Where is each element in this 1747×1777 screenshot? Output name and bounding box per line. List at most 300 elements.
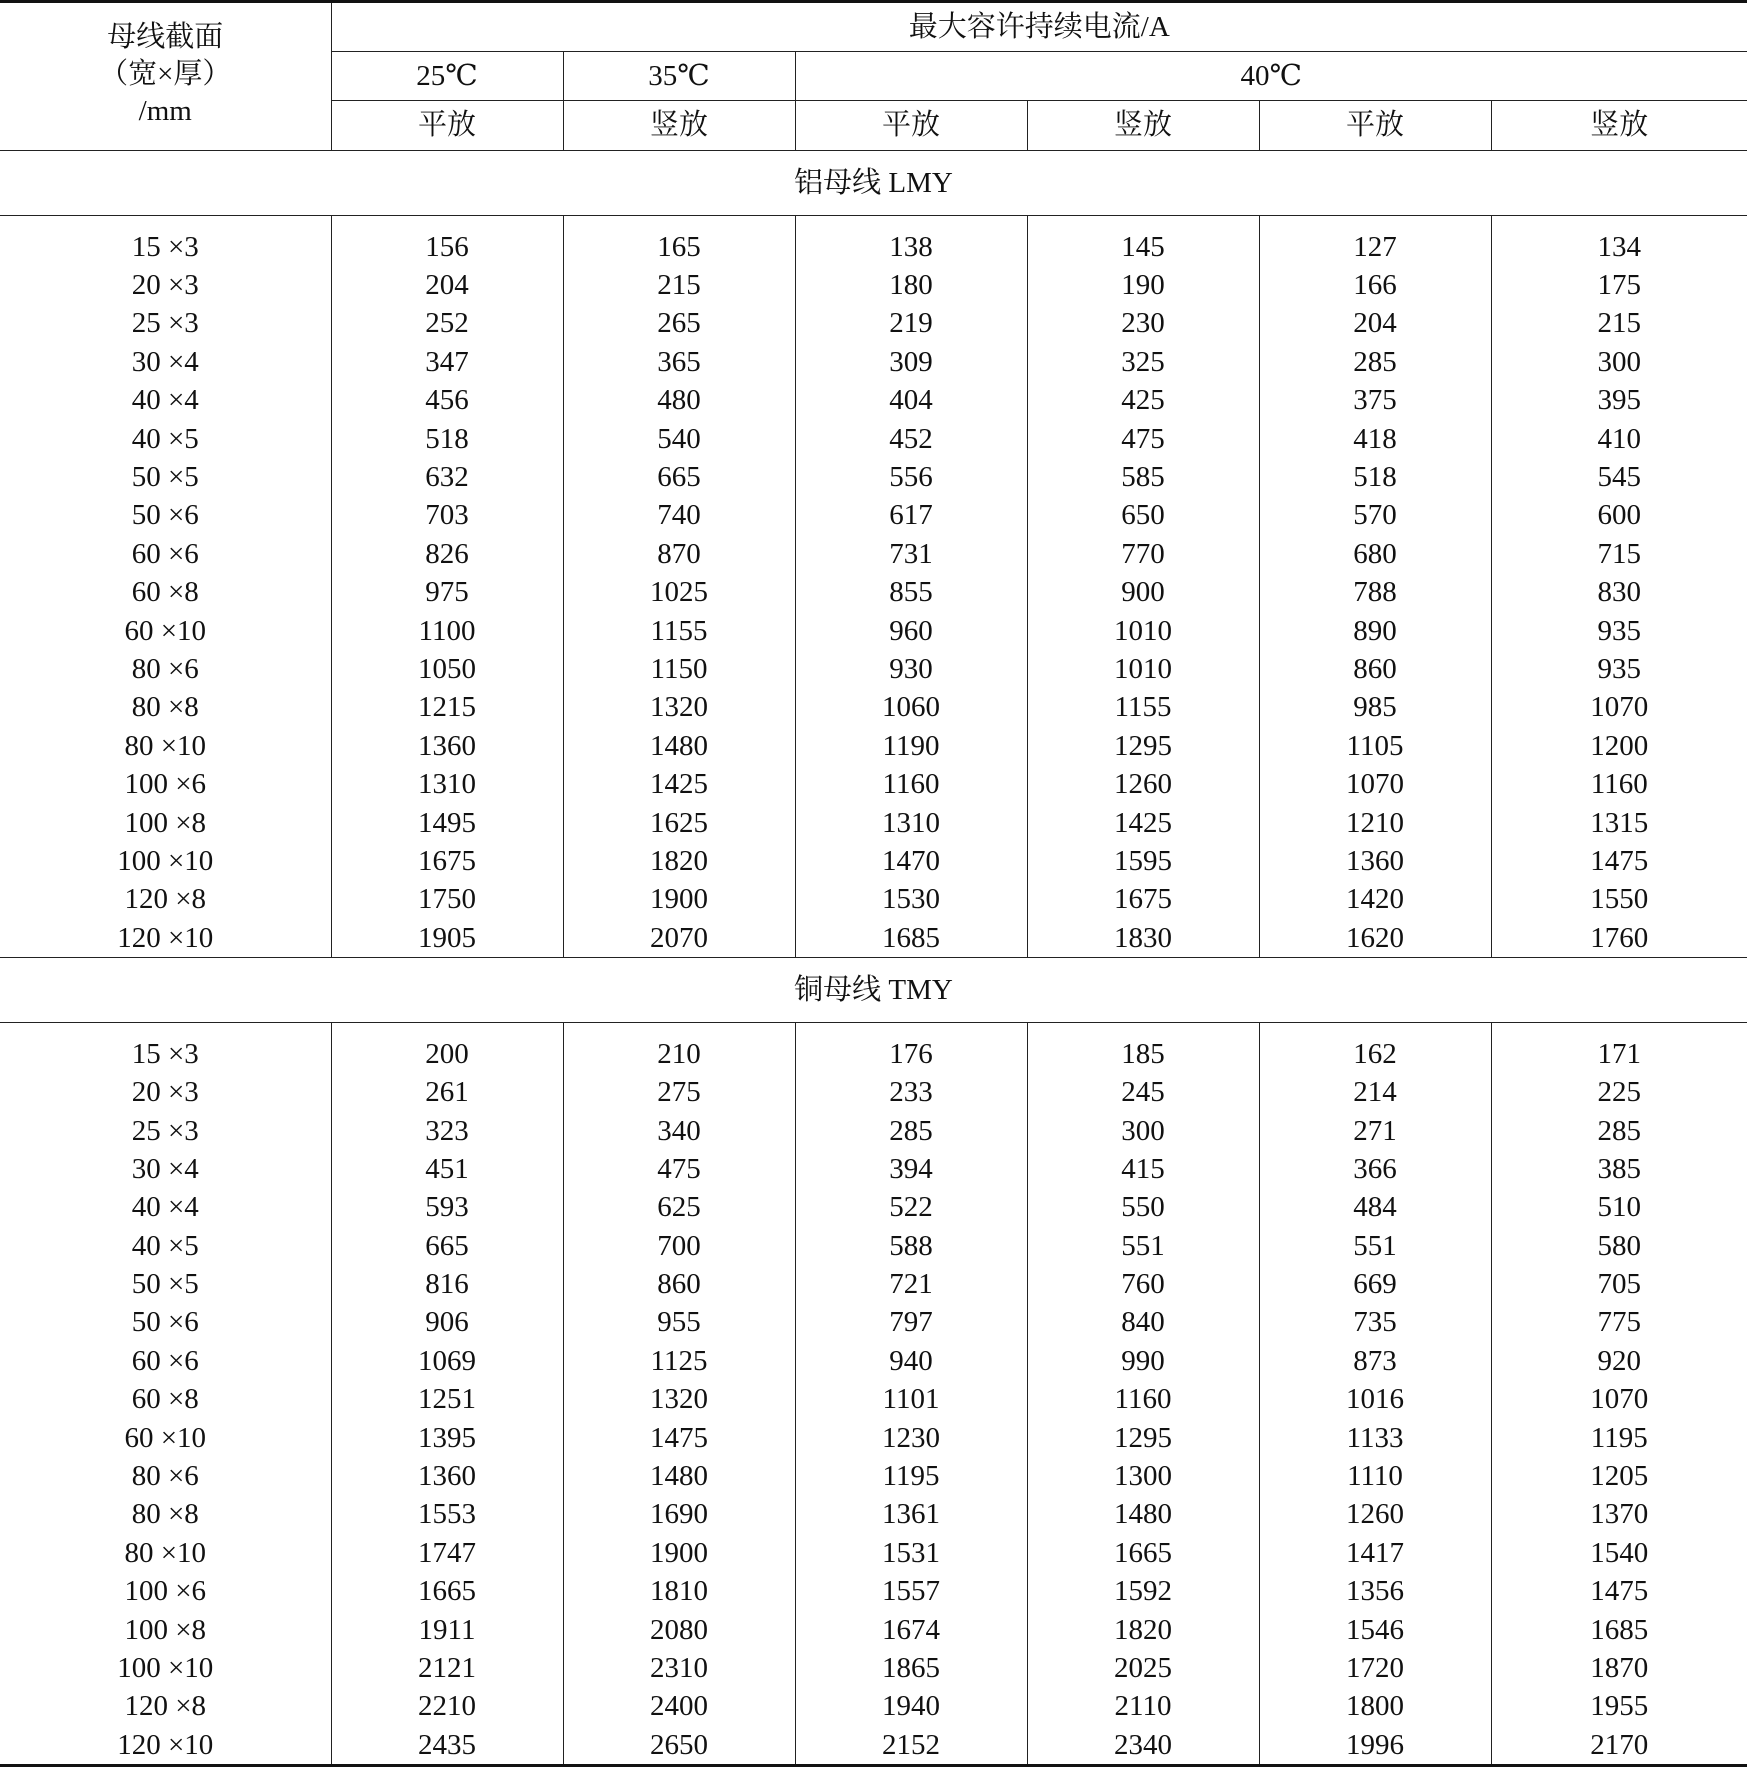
current-value-cell: 1155	[563, 612, 795, 650]
size-cell: 20 ×3	[131, 1076, 199, 1109]
group-header-cell: 最大容许持续电流/A	[331, 2, 1747, 52]
current-value-cell: 245	[1027, 1073, 1259, 1111]
current-value-cell: 735	[1259, 1304, 1491, 1342]
current-value-cell: 518	[331, 420, 563, 458]
table-row	[0, 1726, 1747, 1766]
current-value-cell: 632	[331, 458, 563, 496]
current-value-cell: 770	[1027, 535, 1259, 573]
current-value-cell: 285	[1259, 343, 1491, 381]
current-value-cell: 665	[331, 1227, 563, 1265]
current-value-cell: 484	[1259, 1189, 1491, 1227]
current-value-cell: 580	[1491, 1227, 1747, 1265]
current-value-cell: 1475	[1491, 1573, 1747, 1611]
current-value-cell: 2070	[563, 919, 795, 958]
orientation-header: 竖放	[563, 101, 795, 151]
table-row	[0, 1381, 1747, 1419]
spacer-cell	[331, 1023, 563, 1036]
table-row	[0, 1342, 1747, 1380]
current-value-cell: 1230	[795, 1419, 1027, 1457]
current-value-cell: 1200	[1491, 727, 1747, 765]
table-row	[0, 1227, 1747, 1265]
size-cell: 100 ×6	[124, 768, 207, 801]
orientation-header: 平放	[795, 101, 1027, 151]
table-row	[0, 1457, 1747, 1495]
table-row	[0, 1688, 1747, 1726]
current-value-cell: 410	[1491, 420, 1747, 458]
current-value-cell: 1195	[1491, 1419, 1747, 1457]
current-value-cell: 830	[1491, 574, 1747, 612]
current-value-cell: 252	[331, 305, 563, 343]
current-value-cell: 300	[1491, 343, 1747, 381]
size-cell: 30 ×4	[131, 345, 199, 378]
current-value-cell: 366	[1259, 1150, 1491, 1188]
table-row	[0, 612, 1747, 650]
current-value-cell: 451	[331, 1150, 563, 1188]
current-value-cell: 2152	[795, 1726, 1027, 1766]
orientation-header: 竖放	[1027, 101, 1259, 151]
table-row	[0, 727, 1747, 765]
current-value-cell: 1810	[563, 1573, 795, 1611]
current-value-cell: 452	[795, 420, 1027, 458]
current-value-cell: 219	[795, 305, 1027, 343]
current-value-cell: 190	[1027, 266, 1259, 304]
current-value-cell: 300	[1027, 1112, 1259, 1150]
current-value-cell: 418	[1259, 420, 1491, 458]
spacer-cell	[1027, 216, 1259, 229]
current-value-cell: 1025	[563, 574, 795, 612]
size-cell: 60 ×8	[131, 1383, 199, 1416]
current-value-cell: 1480	[1027, 1496, 1259, 1534]
current-value-cell: 740	[563, 497, 795, 535]
current-value-cell: 1060	[795, 689, 1027, 727]
current-value-cell: 1150	[563, 650, 795, 688]
current-value-cell: 165	[563, 228, 795, 266]
current-value-cell: 347	[331, 343, 563, 381]
current-value-cell: 233	[795, 1073, 1027, 1111]
section-title-row	[0, 151, 1747, 216]
current-value-cell: 475	[1027, 420, 1259, 458]
size-cell: 60 ×6	[131, 537, 199, 570]
current-value-cell: 1320	[563, 1381, 795, 1419]
current-value-cell: 593	[331, 1189, 563, 1227]
current-value-cell: 1675	[331, 842, 563, 880]
current-value-cell: 1133	[1259, 1419, 1491, 1457]
current-value-cell: 2121	[331, 1649, 563, 1687]
table-row	[0, 343, 1747, 381]
table-row	[0, 305, 1747, 343]
current-value-cell: 703	[331, 497, 563, 535]
size-cell: 100 ×10	[117, 844, 214, 877]
size-cell: 120 ×8	[124, 1690, 207, 1723]
current-value-cell: 1360	[1259, 842, 1491, 880]
current-value-cell: 1295	[1027, 727, 1259, 765]
size-cell: 25 ×3	[131, 1114, 199, 1147]
size-cell: 60 ×6	[131, 1344, 199, 1377]
table-row	[0, 497, 1747, 535]
current-value-cell: 1557	[795, 1573, 1027, 1611]
current-value-cell: 225	[1491, 1073, 1747, 1111]
row-header-cell	[0, 2, 331, 151]
current-value-cell: 715	[1491, 535, 1747, 573]
current-value-cell: 1480	[563, 727, 795, 765]
current-value-cell: 1370	[1491, 1496, 1747, 1534]
section-spacer	[0, 216, 1747, 229]
current-value-cell: 2110	[1027, 1688, 1259, 1726]
table-row	[0, 458, 1747, 496]
current-value-cell: 1101	[795, 1381, 1027, 1419]
current-value-cell: 2210	[331, 1688, 563, 1726]
current-value-cell: 1310	[795, 804, 1027, 842]
current-value-cell: 215	[1491, 305, 1747, 343]
current-value-cell: 731	[795, 535, 1027, 573]
table-row	[0, 1611, 1747, 1649]
size-cell: 15 ×3	[131, 1037, 199, 1070]
current-value-cell: 204	[1259, 305, 1491, 343]
size-cell: 25 ×3	[131, 307, 199, 340]
current-value-cell: 518	[1259, 458, 1491, 496]
current-value-cell: 1996	[1259, 1726, 1491, 1766]
current-value-cell: 1155	[1027, 689, 1259, 727]
current-value-cell: 2170	[1491, 1726, 1747, 1766]
current-value-cell: 1480	[563, 1457, 795, 1495]
current-value-cell: 175	[1491, 266, 1747, 304]
current-value-cell: 1592	[1027, 1573, 1259, 1611]
spacer-cell	[795, 216, 1027, 229]
current-value-cell: 550	[1027, 1189, 1259, 1227]
table-row	[0, 535, 1747, 573]
size-cell: 50 ×5	[131, 1268, 199, 1301]
current-value-cell: 775	[1491, 1304, 1747, 1342]
current-value-cell: 588	[795, 1227, 1027, 1265]
current-value-cell: 1905	[331, 919, 563, 958]
current-value-cell: 1160	[1491, 765, 1747, 803]
current-value-cell: 285	[1491, 1112, 1747, 1150]
current-value-cell: 600	[1491, 497, 1747, 535]
current-value-cell: 166	[1259, 266, 1491, 304]
current-value-cell: 162	[1259, 1035, 1491, 1073]
current-value-cell: 1260	[1259, 1496, 1491, 1534]
current-value-cell: 551	[1027, 1227, 1259, 1265]
size-cell: 120 ×10	[117, 921, 214, 954]
size-cell: 80 ×10	[124, 729, 207, 762]
current-value-cell: 1531	[795, 1534, 1027, 1572]
current-value-cell: 935	[1491, 650, 1747, 688]
current-value-cell: 1665	[1027, 1534, 1259, 1572]
current-value-cell: 1475	[563, 1419, 795, 1457]
spacer-cell	[1491, 1023, 1747, 1036]
table-row	[0, 382, 1747, 420]
current-value-cell: 1395	[331, 1419, 563, 1457]
size-cell: 100 ×6	[124, 1575, 207, 1608]
current-value-cell: 1251	[331, 1381, 563, 1419]
section-title: 铜母线 TMY	[0, 958, 1747, 1023]
current-value-cell: 935	[1491, 612, 1747, 650]
current-value-cell: 906	[331, 1304, 563, 1342]
size-cell: 100 ×8	[124, 1613, 207, 1646]
current-value-cell: 570	[1259, 497, 1491, 535]
current-value-cell: 522	[795, 1189, 1027, 1227]
table-row	[0, 1035, 1747, 1073]
spacer-cell	[1259, 1023, 1491, 1036]
current-value-cell: 1295	[1027, 1419, 1259, 1457]
current-value-cell: 2435	[331, 1726, 563, 1766]
current-value-cell: 1546	[1259, 1611, 1491, 1649]
current-value-cell: 214	[1259, 1073, 1491, 1111]
current-value-cell: 480	[563, 382, 795, 420]
table-row	[0, 765, 1747, 803]
current-value-cell: 855	[795, 574, 1027, 612]
size-cell: 50 ×5	[131, 461, 199, 494]
size-cell: 40 ×4	[131, 1191, 199, 1224]
orientation-header: 平放	[1259, 101, 1491, 151]
current-value-cell: 960	[795, 612, 1027, 650]
current-value-cell: 1420	[1259, 881, 1491, 919]
size-cell: 80 ×6	[131, 652, 199, 685]
current-value-cell: 2340	[1027, 1726, 1259, 1766]
current-value-cell: 275	[563, 1073, 795, 1111]
size-cell: 40 ×4	[131, 384, 199, 417]
current-value-cell: 1820	[563, 842, 795, 880]
current-value-cell: 1625	[563, 804, 795, 842]
row-header-line: （宽×厚）	[99, 58, 232, 90]
table-row	[0, 689, 1747, 727]
spacer-cell	[1491, 216, 1747, 229]
current-value-cell: 1665	[331, 1573, 563, 1611]
current-value-cell: 1530	[795, 881, 1027, 919]
current-value-cell: 1475	[1491, 842, 1747, 880]
current-value-cell: 1361	[795, 1496, 1027, 1534]
current-value-cell: 975	[331, 574, 563, 612]
table-row	[0, 1534, 1747, 1572]
table-row	[0, 650, 1747, 688]
current-value-cell: 1315	[1491, 804, 1747, 842]
current-value-cell: 171	[1491, 1035, 1747, 1073]
current-value-cell: 1800	[1259, 1688, 1491, 1726]
spacer-cell	[563, 216, 795, 229]
current-value-cell: 873	[1259, 1342, 1491, 1380]
current-value-cell: 185	[1027, 1035, 1259, 1073]
current-value-cell: 2650	[563, 1726, 795, 1766]
current-value-cell: 127	[1259, 228, 1491, 266]
current-value-cell: 1100	[331, 612, 563, 650]
spacer-cell	[0, 1023, 331, 1036]
table-row	[0, 574, 1747, 612]
size-cell: 60 ×8	[131, 576, 199, 609]
current-value-cell: 1260	[1027, 765, 1259, 803]
current-value-cell: 1417	[1259, 1534, 1491, 1572]
current-value-cell: 325	[1027, 343, 1259, 381]
current-value-cell: 230	[1027, 305, 1259, 343]
current-value-cell: 176	[795, 1035, 1027, 1073]
table-row	[0, 842, 1747, 880]
orientation-header: 竖放	[1491, 101, 1747, 151]
current-value-cell: 309	[795, 343, 1027, 381]
current-value-cell: 1360	[331, 1457, 563, 1495]
size-cell: 80 ×6	[131, 1460, 199, 1493]
current-value-cell: 1010	[1027, 612, 1259, 650]
header-row-1	[0, 2, 1747, 52]
size-cell: 60 ×10	[124, 614, 207, 647]
spacer-cell	[1027, 1023, 1259, 1036]
current-value-cell: 551	[1259, 1227, 1491, 1265]
spacer-cell	[0, 216, 331, 229]
current-value-cell: 1360	[331, 727, 563, 765]
current-value-cell: 860	[563, 1265, 795, 1303]
temperature-header: 35℃	[563, 52, 795, 101]
current-value-cell: 394	[795, 1150, 1027, 1188]
current-value-cell: 1495	[331, 804, 563, 842]
table-row	[0, 228, 1747, 266]
current-value-cell: 1553	[331, 1496, 563, 1534]
current-value-cell: 404	[795, 382, 1027, 420]
current-value-cell: 375	[1259, 382, 1491, 420]
section-title-row	[0, 958, 1747, 1023]
table-row	[0, 1304, 1747, 1342]
current-value-cell: 475	[563, 1150, 795, 1188]
size-cell: 120 ×8	[124, 883, 207, 916]
current-value-cell: 680	[1259, 535, 1491, 573]
current-value-cell: 134	[1491, 228, 1747, 266]
current-value-cell: 1190	[795, 727, 1027, 765]
current-value-cell: 1425	[563, 765, 795, 803]
current-value-cell: 1540	[1491, 1534, 1747, 1572]
temperature-header: 40℃	[795, 52, 1747, 101]
current-value-cell: 340	[563, 1112, 795, 1150]
spacer-cell	[331, 216, 563, 229]
current-value-cell: 1070	[1259, 765, 1491, 803]
current-value-cell: 425	[1027, 382, 1259, 420]
current-value-cell: 1674	[795, 1611, 1027, 1649]
current-value-cell: 1205	[1491, 1457, 1747, 1495]
current-value-cell: 271	[1259, 1112, 1491, 1150]
current-value-cell: 1300	[1027, 1457, 1259, 1495]
current-value-cell: 1720	[1259, 1649, 1491, 1687]
current-value-cell: 826	[331, 535, 563, 573]
current-value-cell: 1010	[1027, 650, 1259, 688]
current-value-cell: 990	[1027, 1342, 1259, 1380]
current-value-cell: 1900	[563, 1534, 795, 1572]
current-value-cell: 1900	[563, 881, 795, 919]
size-cell: 80 ×10	[124, 1536, 207, 1569]
current-value-cell: 1016	[1259, 1381, 1491, 1419]
current-value-cell: 1069	[331, 1342, 563, 1380]
current-value-cell: 1750	[331, 881, 563, 919]
current-value-cell: 985	[1259, 689, 1491, 727]
size-cell: 20 ×3	[131, 269, 199, 302]
current-value-cell: 415	[1027, 1150, 1259, 1188]
current-value-cell: 625	[563, 1189, 795, 1227]
current-value-cell: 180	[795, 266, 1027, 304]
current-value-cell: 705	[1491, 1265, 1747, 1303]
size-cell: 100 ×8	[124, 806, 207, 839]
current-value-cell: 650	[1027, 497, 1259, 535]
current-value-cell: 365	[563, 343, 795, 381]
current-value-cell: 1470	[795, 842, 1027, 880]
current-value-cell: 540	[563, 420, 795, 458]
table-row	[0, 1073, 1747, 1111]
table-row	[0, 1496, 1747, 1534]
current-value-cell: 2025	[1027, 1649, 1259, 1687]
current-value-cell: 1820	[1027, 1611, 1259, 1649]
table-row	[0, 266, 1747, 304]
table-row	[0, 1649, 1747, 1687]
size-cell: 80 ×8	[131, 691, 199, 724]
current-value-cell: 760	[1027, 1265, 1259, 1303]
size-cell: 50 ×6	[131, 499, 199, 532]
current-value-cell: 788	[1259, 574, 1491, 612]
current-value-cell: 1320	[563, 689, 795, 727]
temperature-header: 25℃	[331, 52, 563, 101]
current-value-cell: 1070	[1491, 1381, 1747, 1419]
table-row	[0, 881, 1747, 919]
section-spacer	[0, 1023, 1747, 1036]
current-value-cell: 1747	[331, 1534, 563, 1572]
current-value-cell: 669	[1259, 1265, 1491, 1303]
current-value-cell: 395	[1491, 382, 1747, 420]
current-value-cell: 145	[1027, 228, 1259, 266]
table-row	[0, 1189, 1747, 1227]
current-value-cell: 1685	[795, 919, 1027, 958]
size-cell: 50 ×6	[131, 1306, 199, 1339]
current-value-cell: 940	[795, 1342, 1027, 1380]
current-value-cell: 204	[331, 266, 563, 304]
size-cell: 60 ×10	[124, 1421, 207, 1454]
current-value-cell: 1356	[1259, 1573, 1491, 1611]
current-value-cell: 2080	[563, 1611, 795, 1649]
row-header-line: /mm	[138, 95, 192, 127]
current-value-cell: 1690	[563, 1496, 795, 1534]
current-value-cell: 323	[331, 1112, 563, 1150]
current-value-cell: 1595	[1027, 842, 1259, 880]
spacer-cell	[563, 1023, 795, 1036]
current-value-cell: 1210	[1259, 804, 1491, 842]
current-value-cell: 617	[795, 497, 1027, 535]
current-value-cell: 1760	[1491, 919, 1747, 958]
current-value-cell: 900	[1027, 574, 1259, 612]
table-row	[0, 1573, 1747, 1611]
table-row	[0, 1112, 1747, 1150]
section-title: 铝母线 LMY	[0, 151, 1747, 216]
table-row	[0, 1150, 1747, 1188]
current-value-cell: 2400	[563, 1688, 795, 1726]
current-value-cell: 556	[795, 458, 1027, 496]
current-value-cell: 1160	[795, 765, 1027, 803]
size-cell: 80 ×8	[131, 1498, 199, 1531]
current-value-cell: 385	[1491, 1150, 1747, 1188]
current-value-cell: 1425	[1027, 804, 1259, 842]
current-value-cell: 1105	[1259, 727, 1491, 765]
current-value-cell: 285	[795, 1112, 1027, 1150]
current-value-cell: 797	[795, 1304, 1027, 1342]
row-header-line: 母线截面	[107, 21, 224, 53]
current-value-cell: 1050	[331, 650, 563, 688]
size-cell: 100 ×10	[117, 1651, 214, 1684]
current-value-cell: 1125	[563, 1342, 795, 1380]
current-value-cell: 1685	[1491, 1611, 1747, 1649]
current-value-cell: 138	[795, 228, 1027, 266]
orientation-header: 平放	[331, 101, 563, 151]
current-value-cell: 585	[1027, 458, 1259, 496]
current-value-cell: 1955	[1491, 1688, 1747, 1726]
current-value-cell: 665	[563, 458, 795, 496]
current-value-cell: 1195	[795, 1457, 1027, 1495]
current-value-cell: 870	[563, 535, 795, 573]
current-value-cell: 210	[563, 1035, 795, 1073]
table-row	[0, 1419, 1747, 1457]
current-value-cell: 1870	[1491, 1649, 1747, 1687]
size-cell: 15 ×3	[131, 230, 199, 263]
current-value-cell: 721	[795, 1265, 1027, 1303]
